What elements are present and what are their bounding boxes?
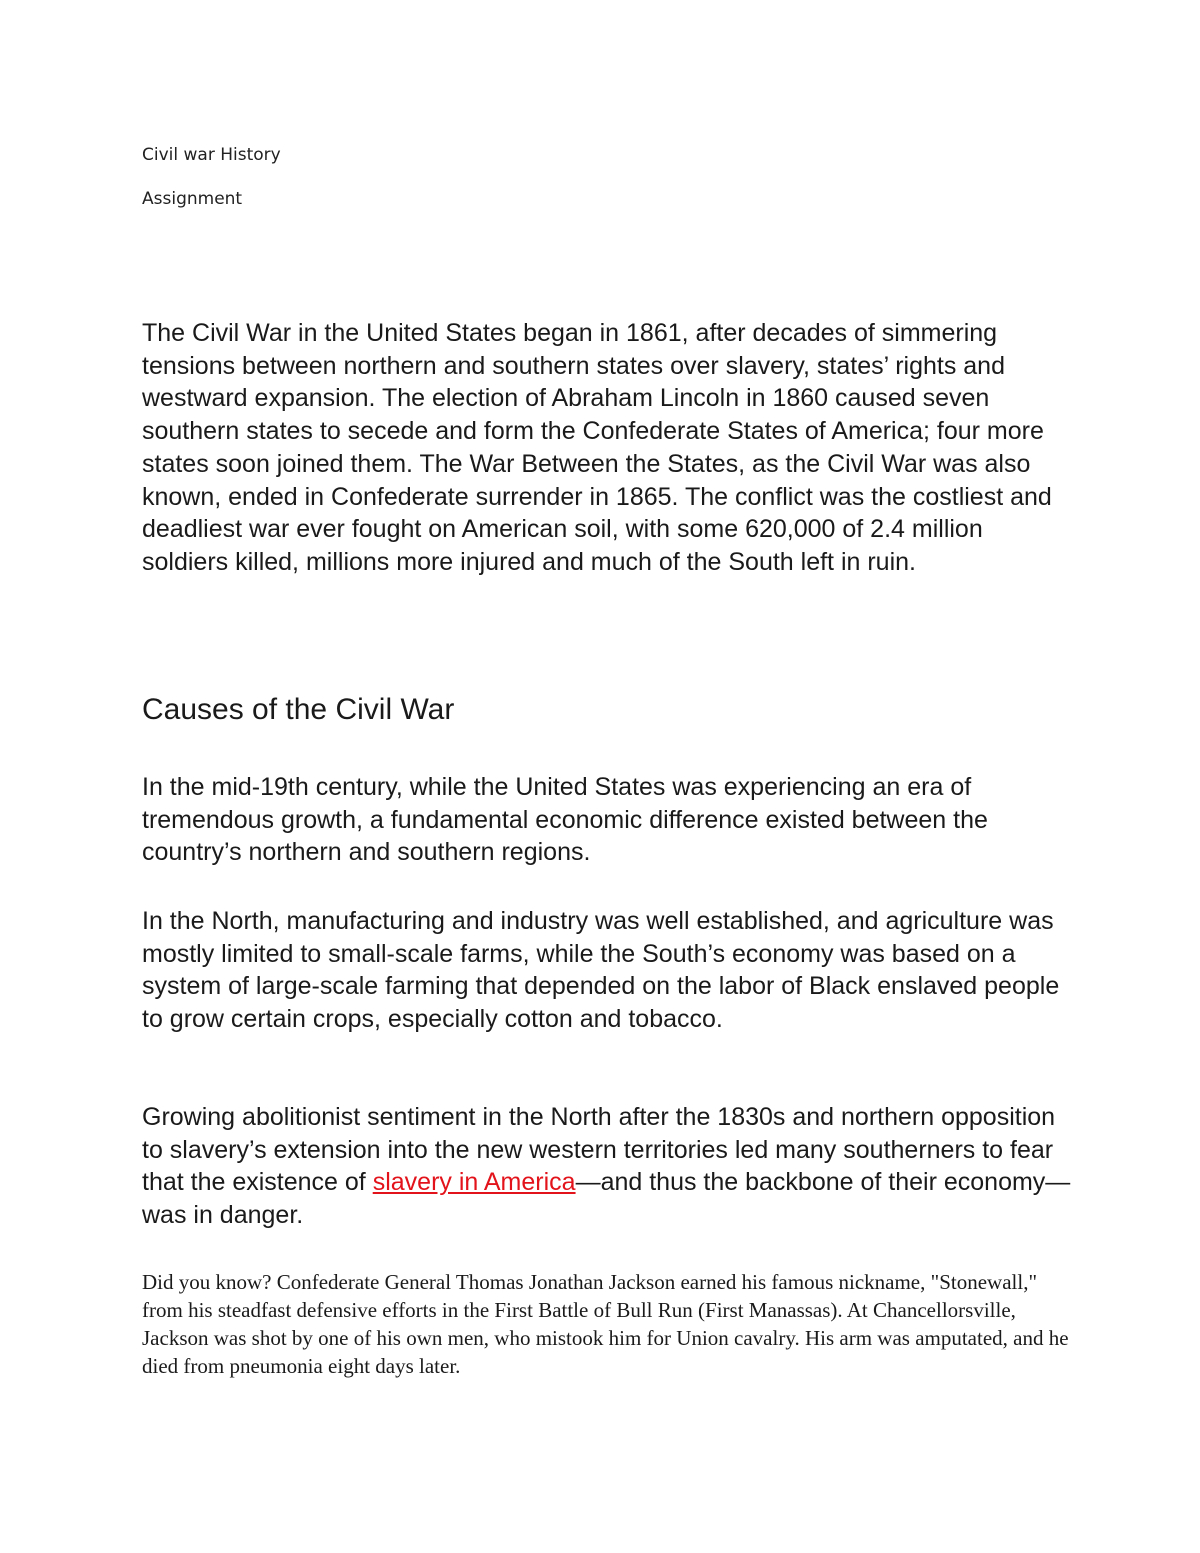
section-heading: Causes of the Civil War: [142, 693, 455, 726]
did-you-know-paragraph: Did you know? Confederate General Thomas Jonathan Jackson earned his famous nickname, "Stonewall," from his steadfast defensive efforts in the First Battle of Bull Run (First Manassas). At Chancellorsville, Jackson was shot by one of his own men, who mistook him for Union cavalry. His arm was amputated, and he died from pneumonia eight days later.: [142, 1270, 1069, 1378]
paragraph-economic-difference: In the mid-19th century, while the United States was experiencing an era of tremendous growth, a fundamental economic difference existed between the country’s northern and southern regions.: [142, 773, 988, 867]
paragraph-text-before-link: Growing abolitionist sentiment in the North after the 1830s and northern opposition to slavery’s extension into the new western territories led many southerners to fear that the existence of: [142, 1103, 1056, 1197]
header-title: Civil war History: [142, 145, 281, 165]
paragraph-north-south-economy: In the North, manufacturing and industry was well established, and agriculture was mostly limited to small-scale farms, while the South’s economy was based on a system of large-scale farming that depended on the labor of Black enslaved people to grow certain crops, especially cotton and tobacco.: [142, 907, 1060, 1034]
paragraph-text-after-link: —and thus the backbone of their economy—was in danger.: [142, 1168, 1071, 1230]
slavery-in-america-link[interactable]: slavery in America: [372, 1168, 576, 1197]
paragraph-abolitionist-sentiment: [142, 1101, 1072, 1232]
intro-paragraph: The Civil War in the United States began in 1861, after decades of simmering tensions between northern and southern states over slavery, states’ rights and westward expansion. The election of Abraham Lincoln in 1860 caused seven southern states to secede and form the Confederate States of America; four more states soon joined them. The War Between the States, as the Civil War was also known, ended in Confederate surrender in 1865. The conflict was the costliest and deadliest war ever fought on American soil, with some 620,000 of 2.4 million soldiers killed, millions more injured and much of the South left in ruin.: [142, 319, 1052, 576]
header-subtitle: Assignment: [142, 189, 243, 209]
